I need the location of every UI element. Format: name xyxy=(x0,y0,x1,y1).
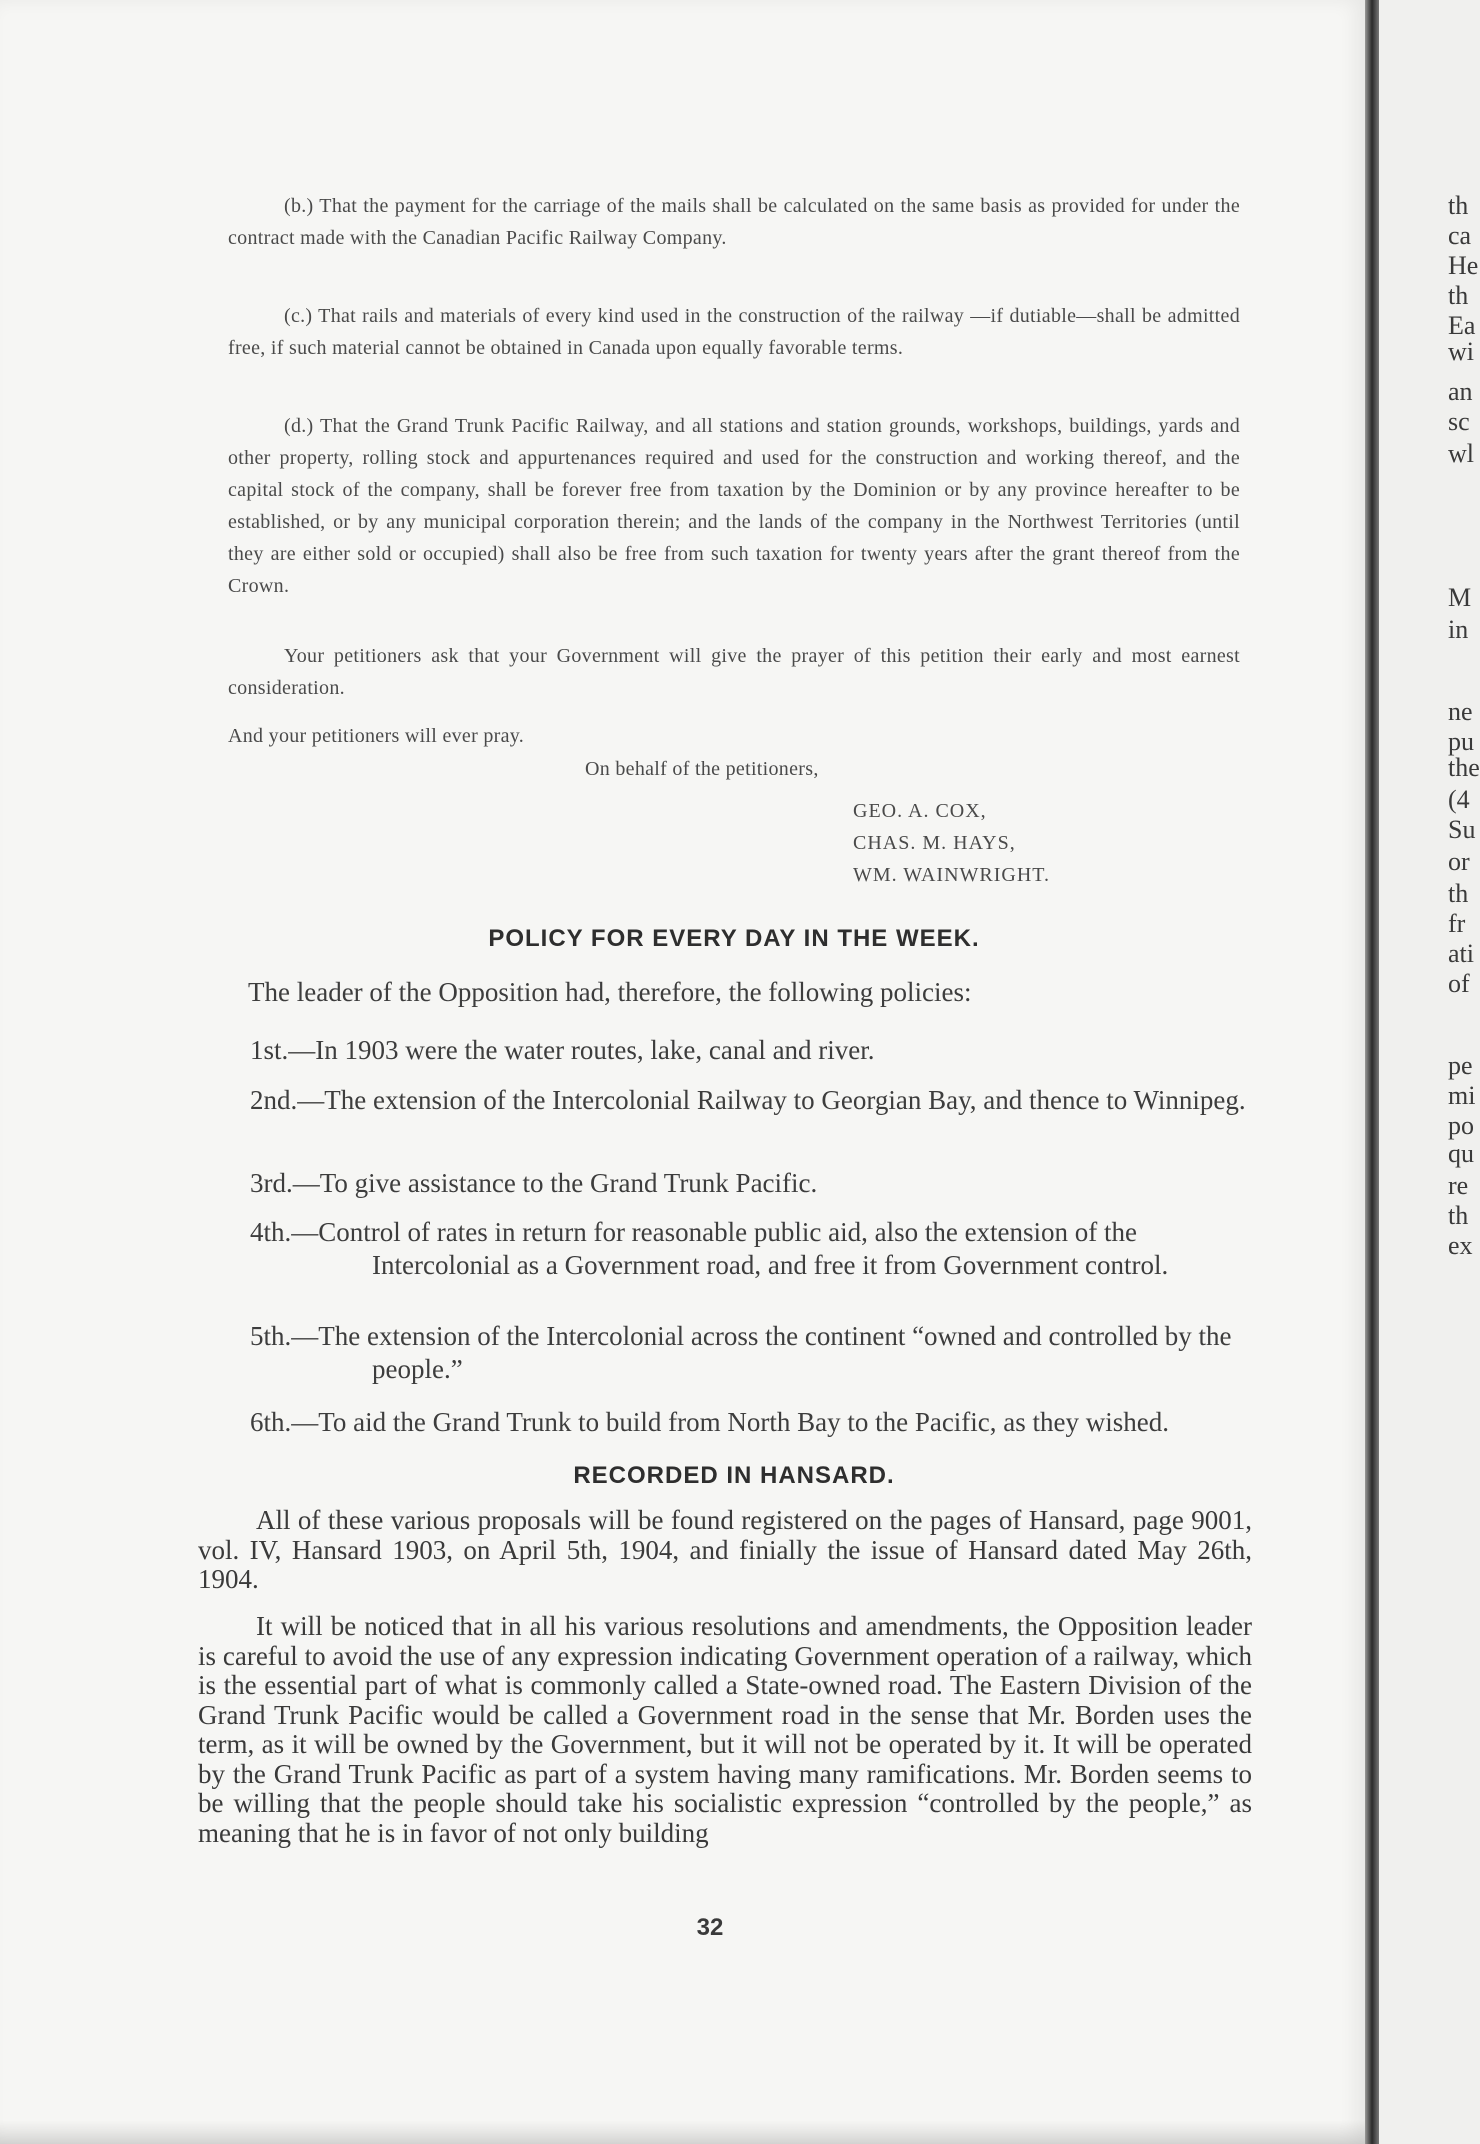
policy-item xyxy=(250,1167,1246,1200)
facing-text-fragment: fr xyxy=(1448,909,1466,938)
signatories xyxy=(853,795,1253,891)
facing-text-fragment: th xyxy=(1448,191,1469,220)
page-bottom-shadow xyxy=(0,2120,1365,2144)
facing-text-fragment: th xyxy=(1448,879,1469,908)
petition-closing: And your petitioners will ever pray. xyxy=(228,725,525,747)
facing-text-fragment: pe xyxy=(1448,1051,1473,1080)
facing-text-fragment: an xyxy=(1448,377,1473,406)
facing-text-fragment: M xyxy=(1448,583,1472,612)
policy-item-number: 4th.— xyxy=(250,1217,319,1247)
hansard-paragraph: All of these various proposals will be found registered on the pages of Hansard, page 9001, vol. IV, Hansard 1903, on April 5th, 1904, and finially the issue of Hansard dated May 26th, 1904. xyxy=(198,1505,1252,1594)
facing-text-fragment: mi xyxy=(1448,1081,1476,1110)
facing-text-fragment: pu xyxy=(1448,727,1474,756)
facing-text-fragment: Su xyxy=(1448,815,1476,844)
petition-on-behalf: On behalf of the petitioners, xyxy=(585,758,819,780)
petition-clause-c: (c.) That rails and materials of every kind used in the construction of the railway —if dutiable—shall be admitted free, if such material cannot be obtained in Canada upon equally favorable terms. xyxy=(228,305,1240,359)
facing-text-fragment: (4 xyxy=(1448,785,1470,814)
hansard-paragraph: It will be noticed that in all his various resolutions and amendments, the Opposition leader is careful to avoid the use of any expression indicating Government operation of a railway, which is the essential part of what is commonly called a State-owned road. The Eastern Division of the Grand Trunk Pacific would be called a Government road in the sense that Mr. Borden uses the term, as it will be owned by the Government, but it will not be operated by it. It will be operated by the Grand Trunk Pacific as part of a system having many ramifications. Mr. Borden seems to be willing that the people should take his socialistic expression “controlled by the people,” as meaning that he is in favor of not only building xyxy=(198,1611,1252,1848)
facing-text-fragment: wi xyxy=(1448,337,1474,366)
facing-text-fragment: or xyxy=(1448,847,1470,876)
facing-text-fragment: ati xyxy=(1448,939,1474,968)
policy-item-number: 6th.— xyxy=(250,1407,319,1437)
facing-text-fragment: sc xyxy=(1448,407,1470,436)
hansard-heading: RECORDED IN HANSARD. xyxy=(573,1462,895,1489)
policy-item-text: To aid the Grand Trunk to build from North Bay to the Pacific, as they wished. xyxy=(318,1407,1170,1437)
policy-item-text: Control of rates in return for reasonable public aid, also the extension of the Intercolonial as a Government road, and free it from Government control. xyxy=(318,1217,1169,1280)
facing-text-fragment: of xyxy=(1448,969,1470,998)
policy-intro: The leader of the Opposition had, therefore, the following policies: xyxy=(248,977,972,1007)
facing-text-fragment: Ea xyxy=(1448,311,1476,340)
facing-text-fragment: He xyxy=(1448,251,1479,280)
book-binding xyxy=(1365,0,1379,2144)
policy-item-number: 1st.— xyxy=(250,1035,316,1065)
policy-item xyxy=(250,1216,1246,1282)
facing-text-fragment: ca xyxy=(1448,221,1472,250)
policy-item-text: In 1903 were the water routes, lake, canal and river. xyxy=(315,1035,875,1065)
facing-text-fragment: the xyxy=(1448,753,1480,782)
policy-item xyxy=(250,1320,1246,1386)
facing-text-fragment: ne xyxy=(1448,697,1473,726)
policy-item-text: To give assistance to the Grand Trunk Pacific. xyxy=(319,1168,818,1198)
facing-text-fragment: qu xyxy=(1448,1139,1474,1168)
facing-text-fragment: th xyxy=(1448,281,1469,310)
facing-text-fragment: ex xyxy=(1448,1231,1473,1260)
petition-prayer: Your petitioners ask that your Government will give the prayer of this petition their early and most earnest consideration. xyxy=(228,645,1240,699)
facing-text-fragment: re xyxy=(1448,1171,1469,1200)
facing-text-fragment: wl xyxy=(1448,439,1474,468)
signatory: CHAS. M. HAYS, xyxy=(853,832,1016,854)
policy-item-number: 3rd.— xyxy=(250,1168,320,1198)
policy-item-number: 5th.— xyxy=(250,1321,319,1351)
policy-item-number: 2nd.— xyxy=(250,1085,325,1115)
policy-item-text: The extension of the Intercolonial Railway to Georgian Bay, and thence to Winnipeg. xyxy=(324,1085,1246,1115)
petition-clause-b: (b.) That the payment for the carriage of the mails shall be calculated on the same basis as provided for under the contract made with the Canadian Pacific Railway Company. xyxy=(228,195,1240,249)
page-number: 32 xyxy=(696,1914,724,1941)
signatory: GEO. A. COX, xyxy=(853,800,987,822)
facing-text-fragment: in xyxy=(1448,615,1469,644)
policy-heading: POLICY FOR EVERY DAY IN THE WEEK. xyxy=(488,925,980,952)
policy-item-text: The extension of the Intercolonial across the continent “owned and controlled by the people.” xyxy=(318,1321,1232,1384)
facing-text-fragment: th xyxy=(1448,1201,1469,1230)
policy-item xyxy=(250,1084,1246,1117)
policy-item xyxy=(250,1406,1246,1439)
facing-text-fragment: po xyxy=(1448,1111,1474,1140)
policy-item xyxy=(250,1034,1246,1067)
signatory: WM. WAINWRIGHT. xyxy=(853,864,1051,886)
petition-clause-d: (d.) That the Grand Trunk Pacific Railway, and all stations and station grounds, workshops, buildings, yards and other property, rolling stock and appurtenances required and used for the construction and working thereof, and the capital stock of the company, shall be forever free from taxation by the Dominion or by any province hereafter to be established, or by any municipal corporation therein; and the lands of the company in the Northwest Territories (until they are either sold or occupied) shall also be free from such taxation for twenty years after the grant thereof from the Crown. xyxy=(228,415,1240,597)
